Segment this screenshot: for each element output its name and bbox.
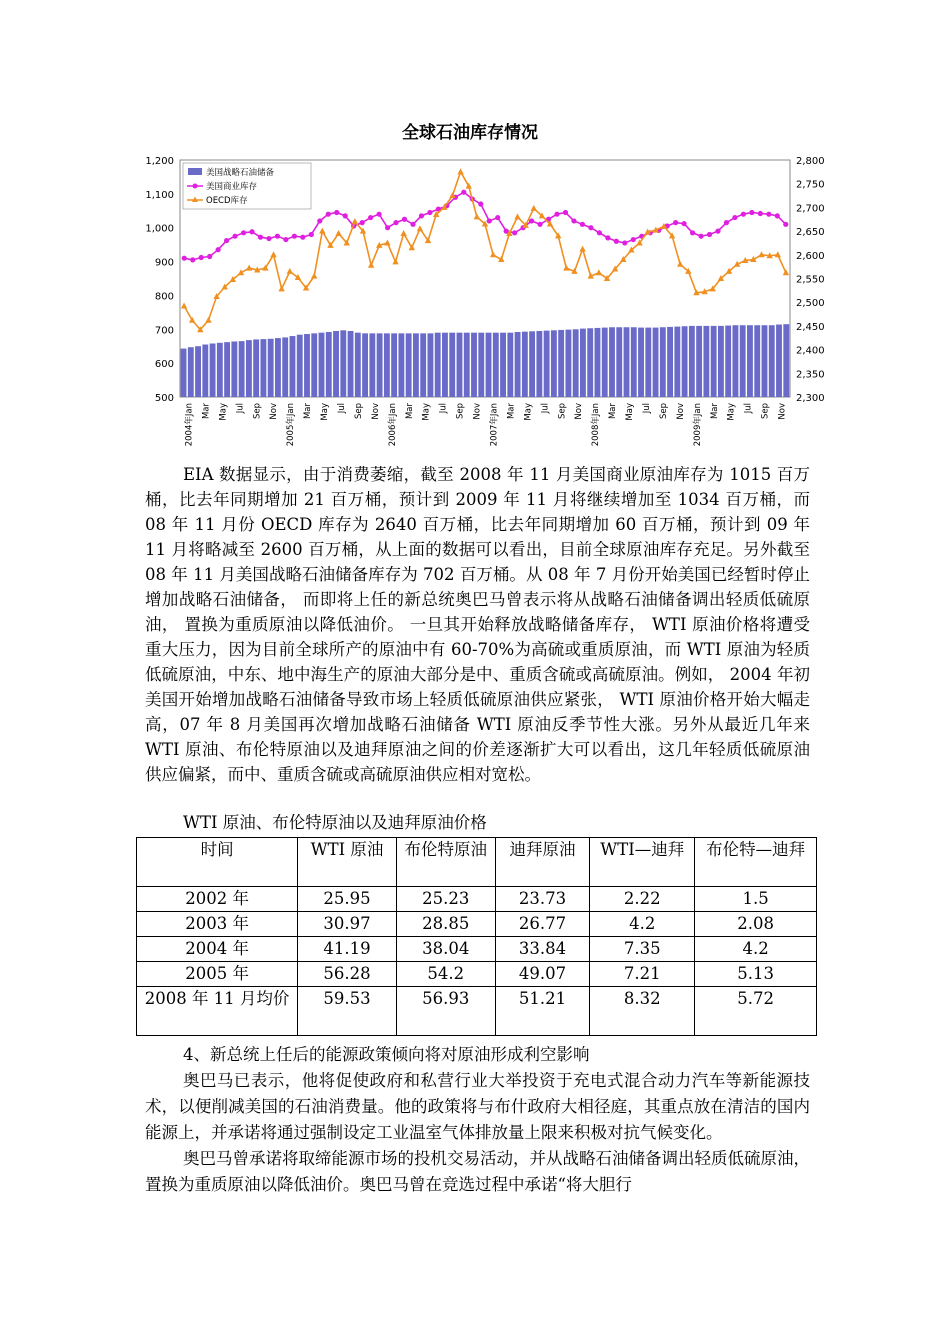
bar-strategic-reserve [573,329,579,397]
bar-strategic-reserve [420,333,426,397]
point-commercial-stock [605,235,610,240]
x-tick-label: May [726,403,737,421]
y-left-tick-label: 900 [154,257,174,269]
point-commercial-stock [554,212,559,217]
point-commercial-stock [766,212,771,217]
bar-strategic-reserve [740,325,746,397]
col-header-wti-dubai: WTI—迪拜 [590,838,695,887]
x-tick-label: May [421,403,432,421]
point-commercial-stock [385,225,390,230]
cell-dubai: 26.77 [495,912,590,937]
oil-inventory-chart [130,110,830,470]
point-commercial-stock [707,232,712,237]
table-header-row [137,838,817,887]
point-oecd-stock [474,213,480,219]
bar-strategic-reserve [696,326,702,397]
point-commercial-stock [224,238,229,243]
section-title: 4、新总统上任后的能源政策倾向将对原油形成利空影响 [183,1045,590,1064]
y-right-tick-label: 2,350 [796,369,825,381]
y-right-tick-label: 2,400 [796,345,825,357]
bar-strategic-reserve [377,333,383,397]
cell-brent: 38.04 [396,937,495,962]
bar-strategic-reserve [326,332,332,397]
col-header-time: 时间 [137,838,298,887]
point-commercial-stock [427,210,432,215]
bar-strategic-reserve [471,333,477,397]
point-oecd-stock [278,285,284,291]
point-commercial-stock [309,232,314,237]
bar-strategic-reserve [638,328,644,397]
table-row [137,937,817,962]
bar-strategic-reserve [536,331,542,397]
x-tick-label: Jul [438,403,449,414]
bar-strategic-reserve [653,328,659,397]
bar-strategic-reserve [551,330,557,397]
col-header-brent: 布伦特原油 [396,838,495,887]
cell-time: 2005 年 [137,962,298,987]
bar-strategic-reserve [217,343,223,397]
point-commercial-stock [631,237,636,242]
cell-dubai: 23.73 [495,887,590,912]
point-oecd-stock [579,246,585,252]
bar-strategic-reserve [260,339,266,397]
x-tick-label: Nov [574,403,585,420]
bar-strategic-reserve [783,324,789,397]
y-right-tick-label: 2,800 [796,156,825,167]
point-commercial-stock [207,254,212,259]
point-oecd-stock [417,225,423,231]
bar-strategic-reserve [348,331,354,397]
paragraph-obama-speculation: 奥巴马曾承诺将取缔能源市场的投机交易活动，并从战略石油储备调出轻质低硫原油，置换为重质原油以降低油价。奥巴马曾在竞选过程中承诺“将大胆行 [145,1149,810,1194]
bar-strategic-reserve [580,329,586,397]
bar-strategic-reserve [682,326,688,397]
y-left-tick-label: 800 [154,291,174,303]
x-tick-label: Mar [506,403,517,420]
bar-strategic-reserve [457,333,463,397]
bar-strategic-reserve [282,337,288,397]
point-commercial-stock [715,229,720,234]
x-tick-label: 2004年Jan [184,403,195,447]
point-oecd-stock [335,230,341,236]
point-commercial-stock [529,218,534,223]
point-commercial-stock [258,235,263,240]
bar-strategic-reserve [711,326,717,397]
col-header-brent-dubai: 布伦特—迪拜 [695,838,817,887]
bar-strategic-reserve [188,347,194,397]
y-left-tick-label: 600 [154,359,174,371]
body-paragraphs [145,1068,810,1198]
point-commercial-stock [732,215,737,220]
y-left-tick-label: 700 [154,325,174,337]
cell-wti: 59.53 [298,987,397,1036]
bar-strategic-reserve [486,333,492,397]
point-commercial-stock [563,210,568,215]
y-right-tick-label: 2,700 [796,203,825,215]
bar-strategic-reserve [703,326,709,397]
point-oecd-stock [531,205,537,211]
legend-label-commercial: 美国商业库存 [206,182,258,192]
cell-wti: 41.19 [298,937,397,962]
bar-strategic-reserve [624,327,630,397]
cell-time: 2008 年 11 月均价 [137,987,298,1036]
point-oecd-stock [490,251,496,257]
bar-strategic-reserve [776,325,782,397]
cell-wti-dubai: 7.21 [590,962,695,987]
point-commercial-stock [775,213,780,218]
point-oecd-stock [368,262,374,268]
bar-strategic-reserve [725,326,731,397]
point-commercial-stock [580,222,585,227]
y-right-tick-label: 2,300 [796,393,825,404]
table-row [137,912,817,937]
legend-marker-commercial [193,184,198,189]
cell-brent-dubai: 5.72 [695,987,817,1036]
point-commercial-stock [495,215,500,220]
y-right-tick-label: 2,550 [796,274,825,286]
bar-strategic-reserve [297,335,303,397]
point-oecd-stock [270,251,276,257]
bar-strategic-reserve [500,333,506,397]
bar-strategic-reserve [515,332,521,397]
point-oecd-stock [783,269,789,275]
bar-strategic-reserve [442,333,448,397]
point-oecd-stock [205,317,211,323]
cell-wti-dubai: 7.35 [590,937,695,962]
bar-strategic-reserve [718,326,724,397]
table-row [137,962,817,987]
bar-strategic-reserve [231,341,237,397]
table-row [137,887,817,912]
x-tick-label: Mar [709,403,720,420]
cell-brent-dubai: 5.13 [695,962,817,987]
x-tick-label: Sep [252,403,263,420]
y-right-tick-label: 2,600 [796,250,825,262]
point-commercial-stock [249,229,254,234]
point-commercial-stock [783,222,788,227]
x-tick-label: Jul [641,403,652,414]
x-tick-label: Jul [235,403,246,414]
cell-time: 2004 年 [137,937,298,962]
x-tick-label: Mar [404,403,415,420]
point-commercial-stock [292,234,297,239]
x-tick-label: Jul [743,403,754,414]
point-oecd-stock [352,218,358,224]
point-commercial-stock [478,201,483,206]
legend-label-reserve: 美国战略石油储备 [206,168,275,178]
bar-strategic-reserve [398,333,404,397]
bar-strategic-reserve [645,328,651,397]
point-commercial-stock [571,218,576,223]
bar-strategic-reserve [754,325,760,397]
point-commercial-stock [241,230,246,235]
cell-wti-dubai: 2.22 [590,887,695,912]
x-tick-label: May [625,403,636,421]
point-commercial-stock [622,240,627,245]
point-commercial-stock [681,221,686,226]
x-tick-label: Sep [557,403,568,420]
x-tick-label: 2005年Jan [286,403,297,447]
point-commercial-stock [283,237,288,242]
bar-strategic-reserve [355,333,361,397]
bar-strategic-reserve [558,330,564,397]
bar-strategic-reserve [762,325,768,397]
y-right-tick-label: 2,750 [796,179,825,191]
table-row [137,987,817,1036]
bar-strategic-reserve [595,328,601,397]
bar-strategic-reserve [224,342,230,397]
cell-brent: 28.85 [396,912,495,937]
cell-brent-dubai: 2.08 [695,912,817,937]
x-tick-label: Mar [201,403,212,420]
y-left-tick-label: 1,200 [145,156,174,167]
cell-brent: 25.23 [396,887,495,912]
bar-strategic-reserve [275,338,281,397]
bar-strategic-reserve [507,333,513,397]
legend-swatch-reserve [188,168,202,175]
y-left-tick-label: 500 [154,393,174,404]
x-tick-label: Nov [370,403,381,420]
cell-wti: 30.97 [298,912,397,937]
bar-strategic-reserve [544,331,550,397]
point-commercial-stock [487,218,492,223]
chart-title: 全球石油库存情况 [402,123,538,143]
point-commercial-stock [326,212,331,217]
point-commercial-stock [512,230,517,235]
cell-dubai: 49.07 [495,962,590,987]
bar-strategic-reserve [246,340,252,397]
point-commercial-stock [758,211,763,216]
cell-brent-dubai: 4.2 [695,937,817,962]
point-commercial-stock [275,234,280,239]
point-oecd-stock [181,302,187,308]
point-commercial-stock [334,210,339,215]
bar-strategic-reserve [602,328,608,397]
point-commercial-stock [673,220,678,225]
bar-strategic-reserve [733,325,739,397]
x-tick-label: Jul [336,403,347,414]
x-tick-label: Sep [658,403,669,420]
cell-wti-dubai: 4.2 [590,912,695,937]
point-commercial-stock [393,220,398,225]
bar-strategic-reserve [660,327,666,397]
bar-strategic-reserve [428,333,434,397]
bar-strategic-reserve [268,339,274,397]
bar-strategic-reserve [384,333,390,397]
table-caption: WTI 原油、布伦特原油以及迪拜原油价格 [183,813,487,832]
point-commercial-stock [690,230,695,235]
bar-strategic-reserve [674,327,680,397]
bar-strategic-reserve [747,325,753,397]
bar-strategic-reserve [290,336,296,397]
y-right-tick-label: 2,500 [796,298,825,310]
bar-strategic-reserve [304,334,310,397]
bar-strategic-reserve [202,345,208,397]
point-oecd-stock [319,228,325,234]
cell-dubai: 51.21 [495,987,590,1036]
cell-time: 2002 年 [137,887,298,912]
bar-strategic-reserve [253,339,259,397]
y-right-tick-label: 2,650 [796,227,825,239]
point-commercial-stock [199,255,204,260]
point-commercial-stock [419,213,424,218]
x-tick-label: Mar [303,403,314,420]
paragraph-eia-text: EIA 数据显示，由于消费萎缩，截至 2008 年 11 月美国商业原油库存为 1015 百万桶，比去年同期增加 21 百万桶，预计到 2009 年 11 月将继续增加至 1034 百万桶，而 08 年 11 月份 OECD 库存为 2640 百万桶，比去年同期增加 60 百万桶，预计到 09 年 11 月将略减至 2600 百万桶，从上面的数据可以看出，目前全球原油库存充足。另外截至 08 年 11 月美国战略石油储备库存为 702 百万桶。从 08 年 7 月份开始美国已经暂时停止增加战略石油储备， 而即将上任的新总统奥巴马曾表示将从战略石油储备调出轻质低硫原油， 置换为重质原油以降低油价。 一旦其开始释放战略储备库存， WTI 原油价格将遭受重大压力，因为目前全球所产的原油中有 60-70%为高硫或重质原油，而 WTI 原油为轻质低硫原油，中东、地中海生产的原油大部分是中、重质含硫或高硫原油。例如， 2004 年初美国开始增加战略石油储备导致市场上轻质低硫原油供应紧张， WTI 原油价格开始大幅走高，07 年 8 月美国再次增加战略石油储备 WTI 原油反季节性大涨。另外从最近几年来 WTI 原油、布伦特原油以及迪拜原油之间的价差逐渐扩大可以看出，这几年轻质低硫原油供应偏紧，而中、重质含硫或高硫原油供应相对宽松。 [145,465,810,784]
point-oecd-stock [596,269,602,275]
bar-strategic-reserve [565,330,571,397]
x-tick-label: May [523,403,534,421]
cell-brent: 54.2 [396,962,495,987]
bar-strategic-reserve [340,330,346,397]
cell-wti: 25.95 [298,887,397,912]
point-oecd-stock [400,230,406,236]
point-oecd-stock [311,273,317,279]
x-tick-label: Nov [675,403,686,420]
x-tick-label: Sep [455,403,466,420]
y-left-tick-label: 1,000 [145,223,174,235]
bar-strategic-reserve [667,327,673,397]
bar-strategic-reserve [413,333,419,397]
bar-strategic-reserve [362,333,368,397]
point-commercial-stock [741,212,746,217]
x-tick-label: 2007年Jan [489,403,500,447]
x-tick-label: Nov [472,403,483,420]
x-tick-label: May [218,403,229,421]
x-tick-label: Nov [269,403,280,420]
bar-strategic-reserve [529,331,535,397]
col-header-wti: WTI 原油 [298,838,397,887]
point-commercial-stock [232,234,237,239]
bar-strategic-reserve [449,333,455,397]
bar-strategic-reserve [210,344,216,397]
bar-strategic-reserve [181,349,187,397]
point-commercial-stock [343,213,348,218]
x-tick-label: 2008年Jan [591,403,602,447]
paragraph-eia [145,462,810,787]
bar-strategic-reserve [333,331,339,397]
point-commercial-stock [724,220,729,225]
point-commercial-stock [749,210,754,215]
point-commercial-stock [376,212,381,217]
point-commercial-stock [182,256,187,261]
cell-brent-dubai: 1.5 [695,887,817,912]
point-commercial-stock [317,218,322,223]
bar-strategic-reserve [195,346,201,397]
bar-strategic-reserve [587,328,593,397]
point-oecd-stock [514,213,520,219]
bar-strategic-reserve [689,326,695,397]
bar-strategic-reserve [406,333,412,397]
point-commercial-stock [300,235,305,240]
point-oecd-stock [287,268,293,274]
x-tick-label: Jul [540,403,551,414]
point-oecd-stock [563,265,569,271]
paragraph-obama-energy: 奥巴马已表示，他将促使政府和私营行业大举投资于充电式混合动力汽车等新能源技术，以便削减美国的石油消费量。他的政策将与布什政府大相径庭，其重点放在清洁的国内能源上，并承诺将通过强制设定工业温室气体排放量上限来积极对抗气候变化。 [145,1071,810,1142]
point-commercial-stock [614,239,619,244]
cell-dubai: 33.84 [495,937,590,962]
point-commercial-stock [537,222,542,227]
point-commercial-stock [461,190,466,195]
bar-strategic-reserve [631,327,637,397]
point-commercial-stock [402,217,407,222]
point-commercial-stock [698,234,703,239]
price-table [136,837,817,1036]
bar-strategic-reserve [319,333,325,397]
point-commercial-stock [588,225,593,230]
bar-strategic-reserve [311,333,317,397]
y-right-tick-label: 2,450 [796,321,825,333]
bar-strategic-reserve [369,333,375,397]
point-commercial-stock [190,257,195,262]
bar-strategic-reserve [616,327,622,397]
point-commercial-stock [368,215,373,220]
bar-strategic-reserve [609,327,615,397]
chart-svg [130,110,830,470]
point-oecd-stock [392,258,398,264]
cell-wti: 56.28 [298,962,397,987]
bar-strategic-reserve [493,333,499,397]
point-commercial-stock [597,230,602,235]
bar-strategic-reserve [239,341,245,397]
cell-brent: 56.93 [396,987,495,1036]
col-header-dubai: 迪拜原油 [495,838,590,887]
legend-label-oecd: OECD库存 [206,196,248,206]
x-tick-label: Nov [777,403,788,420]
bar-strategic-reserve [435,333,441,397]
x-tick-label: Sep [760,403,771,420]
bar-strategic-reserve [464,333,470,397]
x-tick-label: Mar [608,403,619,420]
point-oecd-stock [457,168,463,174]
x-tick-label: 2009年Jan [692,403,703,447]
bar-strategic-reserve [769,325,775,397]
x-tick-label: 2006年Jan [387,403,398,447]
x-tick-label: Sep [353,403,364,420]
cell-time: 2003 年 [137,912,298,937]
point-commercial-stock [216,247,221,252]
bar-strategic-reserve [391,333,397,397]
point-oecd-stock [384,239,390,245]
point-commercial-stock [410,222,415,227]
point-oecd-stock [246,265,252,271]
cell-wti-dubai: 8.32 [590,987,695,1036]
point-oecd-stock [677,261,683,267]
bar-strategic-reserve [522,332,528,397]
point-commercial-stock [266,236,271,241]
y-left-tick-label: 1,100 [145,189,174,201]
bar-strategic-reserve [478,333,484,397]
x-tick-label: May [320,403,331,421]
point-commercial-stock [360,220,365,225]
